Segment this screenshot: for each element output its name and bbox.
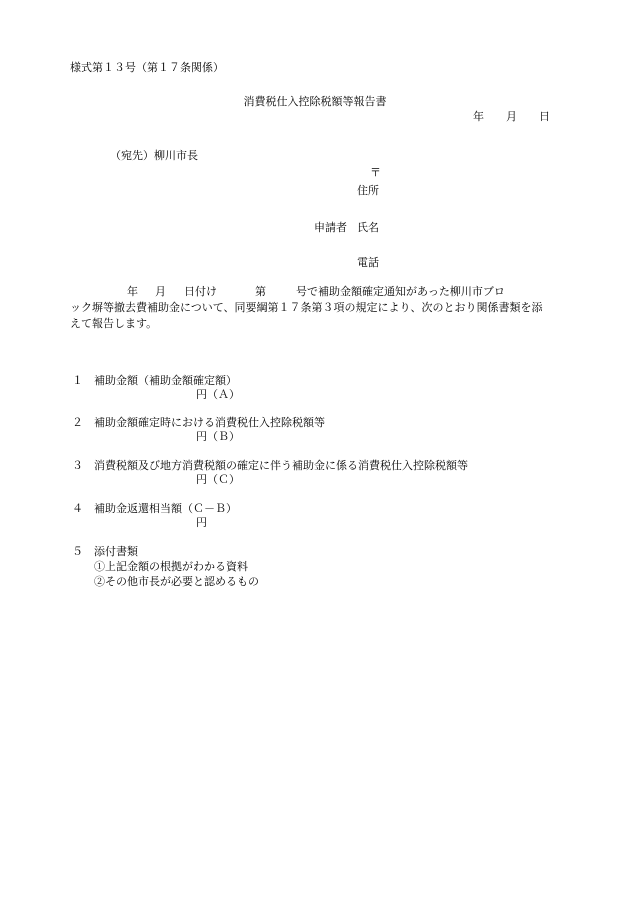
body-month: 月 bbox=[155, 285, 166, 298]
item-unit-1: 円（Ａ） bbox=[196, 388, 240, 401]
body-line-3: えて報告します。 bbox=[70, 317, 158, 330]
body-line-2: ック塀等撤去費補助金について、同要綱第１７条第３項の規定により、次のとおり関係書類を添 bbox=[70, 301, 543, 314]
applicant-name-line bbox=[314, 222, 379, 233]
item-number-4: ４ bbox=[72, 502, 83, 515]
postal-mark: 〒 bbox=[370, 166, 381, 179]
name-label: 氏名 bbox=[357, 221, 379, 234]
body-line-1 bbox=[70, 284, 573, 300]
document-title: 消費税仕入控除税額等報告書 bbox=[243, 95, 387, 108]
attachment-entry-2: ②その他市長が必要と認めるもの bbox=[94, 575, 259, 588]
attachment-entry-1: ①上記金額の根拠がわかる資料 bbox=[94, 560, 248, 573]
report-date bbox=[473, 111, 550, 122]
item-label-2: 補助金額確定時における消費税仕入控除税額等 bbox=[94, 416, 325, 429]
item-unit-3: 円（Ｃ） bbox=[196, 473, 240, 486]
body-dated: 日付け bbox=[184, 285, 217, 298]
item-label-1: 補助金額（補助金額確定額） bbox=[94, 374, 237, 387]
phone-label: 電話 bbox=[357, 256, 379, 269]
form-number: 様式第１３号（第１７条関係） bbox=[70, 61, 224, 74]
item-number-3: ３ bbox=[72, 459, 83, 472]
body-line-1-rest: 号で補助金額確定通知があった柳川市ブロ bbox=[296, 285, 505, 298]
item-unit-2: 円（Ｂ） bbox=[196, 430, 240, 443]
addressee: （宛先）柳川市長 bbox=[110, 149, 198, 162]
date-day: 日 bbox=[539, 110, 550, 123]
report-body bbox=[70, 284, 573, 332]
address-label: 住所 bbox=[357, 184, 379, 197]
date-year: 年 bbox=[473, 110, 484, 123]
body-number-prefix: 第 bbox=[255, 285, 266, 298]
item-unit-4: 円 bbox=[196, 516, 207, 529]
attachments-label: 添付書類 bbox=[94, 545, 138, 558]
item-number-1: １ bbox=[72, 374, 83, 387]
applicant-label: 申請者 bbox=[314, 221, 347, 234]
date-month: 月 bbox=[506, 110, 517, 123]
attachments-number: ５ bbox=[72, 545, 83, 558]
item-label-3: 消費税額及び地方消費税額の確定に伴う補助金に係る消費税仕入控除税額等 bbox=[94, 459, 468, 472]
body-year: 年 bbox=[127, 285, 138, 298]
item-label-4: 補助金返還相当額（Ｃ－Ｂ） bbox=[94, 502, 237, 515]
item-number-2: ２ bbox=[72, 416, 83, 429]
